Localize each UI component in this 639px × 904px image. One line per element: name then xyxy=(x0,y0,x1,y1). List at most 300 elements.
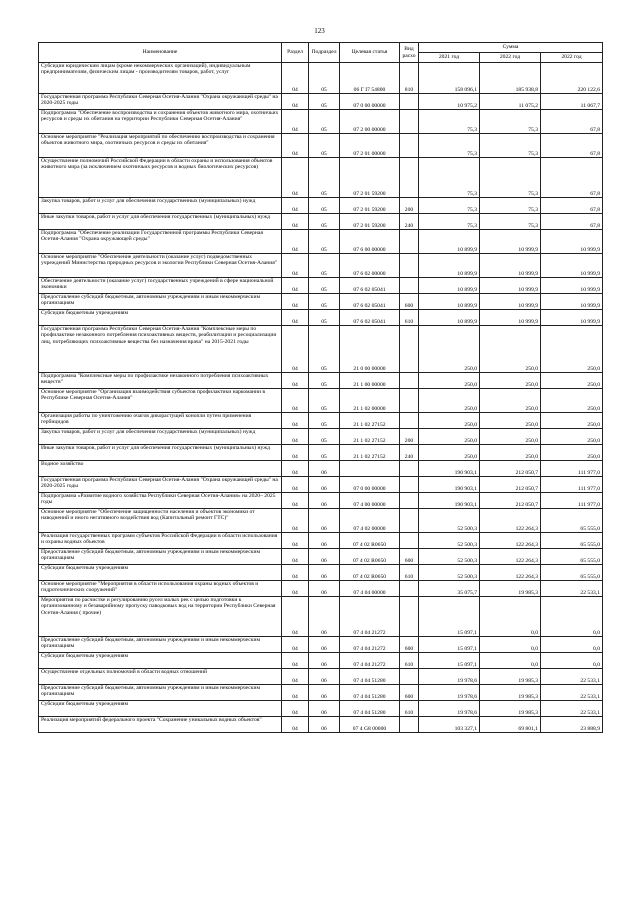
cell-section: 04 xyxy=(282,509,309,533)
cell-target-article: 21 0 00 00000 xyxy=(340,326,400,373)
table-row xyxy=(39,63,603,94)
cell-expense-type xyxy=(400,230,419,254)
table-row xyxy=(39,158,603,198)
cell-section: 04 xyxy=(282,110,309,134)
cell-sum-2022: 122 264,3 xyxy=(480,549,541,565)
cell-sum-2022-b: 10 999,9 xyxy=(541,230,603,254)
cell-section: 04 xyxy=(282,549,309,565)
cell-section: 04 xyxy=(282,565,309,581)
cell-sum-2022-b: 22 533,1 xyxy=(541,685,603,701)
cell-subsection: 05 xyxy=(309,110,340,134)
cell-name: Государственная программа Республики Северная Осетия-Алания "Охрана окружающей среды" на 2020-2025 годы xyxy=(39,94,282,110)
cell-subsection: 05 xyxy=(309,445,340,461)
cell-subsection: 06 xyxy=(309,637,340,653)
cell-name: Подпрограмма "Комплексные меры по профилактике незаконного потребления психоактивных веществ" xyxy=(39,373,282,389)
cell-target-article: 07 2 01 59200 xyxy=(340,158,400,198)
cell-sum-2021: 15 097,1 xyxy=(419,653,480,669)
cell-sum-2021: 52 500,3 xyxy=(419,565,480,581)
cell-sum-2022-b: 65 555,0 xyxy=(541,533,603,549)
cell-subsection: 05 xyxy=(309,230,340,254)
cell-subsection: 06 xyxy=(309,461,340,477)
table-row xyxy=(39,717,603,733)
cell-sum-2022: 212 050,7 xyxy=(480,477,541,493)
cell-expense-type xyxy=(400,461,419,477)
cell-expense-type xyxy=(400,158,419,198)
cell-section: 04 xyxy=(282,429,309,445)
cell-subsection: 05 xyxy=(309,63,340,94)
cell-section: 04 xyxy=(282,134,309,158)
table-row xyxy=(39,326,603,373)
cell-subsection: 05 xyxy=(309,429,340,445)
cell-section: 04 xyxy=(282,278,309,294)
header-year-2021: 2021 год xyxy=(419,53,480,63)
cell-sum-2022: 10 999,9 xyxy=(480,278,541,294)
cell-sum-2021: 190 903,1 xyxy=(419,477,480,493)
table-row xyxy=(39,310,603,326)
cell-target-article: 07 0 00 00000 xyxy=(340,477,400,493)
cell-sum-2022-b: 67,8 xyxy=(541,110,603,134)
cell-subsection: 05 xyxy=(309,134,340,158)
cell-subsection: 06 xyxy=(309,701,340,717)
cell-sum-2021: 10 899,9 xyxy=(419,310,480,326)
cell-section: 04 xyxy=(282,214,309,230)
cell-expense-type: 600 xyxy=(400,294,419,310)
cell-subsection: 06 xyxy=(309,509,340,533)
table-row xyxy=(39,509,603,533)
table-row xyxy=(39,653,603,669)
cell-expense-type xyxy=(400,326,419,373)
cell-sum-2021: 52 500,3 xyxy=(419,509,480,533)
table-row xyxy=(39,445,603,461)
cell-sum-2021: 250,0 xyxy=(419,326,480,373)
table-row xyxy=(39,477,603,493)
table-row xyxy=(39,254,603,278)
cell-name: Подпрограмма «Развитие водного хозяйства Республики Северная Осетия-Алания» на 2020– 2025 годы xyxy=(39,493,282,509)
cell-target-article: 07 6 02 05041 xyxy=(340,278,400,294)
cell-sum-2022: 212 050,7 xyxy=(480,461,541,477)
cell-target-article: 07 6 02 05041 xyxy=(340,294,400,310)
cell-sum-2022: 11 075,2 xyxy=(480,94,541,110)
cell-expense-type xyxy=(400,278,419,294)
page-number: 123 xyxy=(314,27,325,35)
cell-target-article: 07 0 00 00000 xyxy=(340,94,400,110)
cell-target-article: 07 4 04 51280 xyxy=(340,685,400,701)
cell-name: Основное мероприятие "Организация взаимодействия субъектов профилактики наркомании в Республике Северная Осетия-Алания" xyxy=(39,389,282,413)
cell-sum-2021: 10 899,9 xyxy=(419,294,480,310)
cell-target-article: 21 1 02 00000 xyxy=(340,389,400,413)
cell-subsection: 06 xyxy=(309,565,340,581)
cell-section: 04 xyxy=(282,701,309,717)
table-row xyxy=(39,533,603,549)
cell-target-article: 07 4 04 21272 xyxy=(340,637,400,653)
cell-name: Субсидии бюджетным учреждениям xyxy=(39,701,282,717)
cell-section: 04 xyxy=(282,389,309,413)
cell-target-article: 07 6 02 05041 xyxy=(340,310,400,326)
header-target-article: Целевая статья xyxy=(340,43,400,63)
cell-name: Мероприятия по расчистке и регулированию русел малых рек с целью подготовки к организованному и безаварийному пропуску паводковых вод на территории Республики Северная Осетия-Алания ( прочие) xyxy=(39,597,282,637)
table-row xyxy=(39,685,603,701)
cell-sum-2022: 75,3 xyxy=(480,198,541,214)
cell-sum-2021: 19 978,6 xyxy=(419,669,480,685)
cell-target-article: 07 4 04 51280 xyxy=(340,701,400,717)
cell-target-article: 07 4 02 R0650 xyxy=(340,549,400,565)
cell-expense-type xyxy=(400,597,419,637)
cell-subsection: 06 xyxy=(309,581,340,597)
cell-sum-2022: 250,0 xyxy=(480,429,541,445)
table-row xyxy=(39,110,603,134)
cell-target-article: 07 2 01 59200 xyxy=(340,198,400,214)
cell-sum-2022: 69 801,1 xyxy=(480,717,541,733)
cell-expense-type xyxy=(400,254,419,278)
cell-sum-2022-b: 10 999,9 xyxy=(541,278,603,294)
cell-sum-2022-b: 111 977,0 xyxy=(541,493,603,509)
cell-expense-type xyxy=(400,477,419,493)
cell-sum-2021: 103 327,1 xyxy=(419,717,480,733)
table-row xyxy=(39,198,603,214)
table-row xyxy=(39,429,603,445)
cell-expense-type xyxy=(400,373,419,389)
cell-sum-2021: 75,3 xyxy=(419,110,480,134)
cell-expense-type xyxy=(400,134,419,158)
cell-subsection: 05 xyxy=(309,326,340,373)
cell-section: 04 xyxy=(282,326,309,373)
table-row xyxy=(39,597,603,637)
cell-expense-type: 610 xyxy=(400,310,419,326)
cell-sum-2021: 75,3 xyxy=(419,214,480,230)
cell-sum-2022: 75,3 xyxy=(480,158,541,198)
cell-expense-type xyxy=(400,533,419,549)
cell-section: 04 xyxy=(282,198,309,214)
cell-sum-2022: 250,0 xyxy=(480,389,541,413)
cell-section: 04 xyxy=(282,413,309,429)
cell-sum-2022: 0,0 xyxy=(480,597,541,637)
cell-name: Основное мероприятие "Мероприятия в области использования охраны водных объектов и гидротехнических сооружений" xyxy=(39,581,282,597)
cell-sum-2021: 75,3 xyxy=(419,134,480,158)
table-row xyxy=(39,373,603,389)
cell-name: Закупка товаров, работ и услуг для обеспечения государственных (муниципальных) нужд xyxy=(39,198,282,214)
cell-target-article: 07 2 00 00000 xyxy=(340,110,400,134)
cell-expense-type: 610 xyxy=(400,701,419,717)
cell-section: 04 xyxy=(282,533,309,549)
cell-target-article: 07 4 02 R0650 xyxy=(340,533,400,549)
cell-sum-2022: 19 985,3 xyxy=(480,669,541,685)
cell-expense-type: 240 xyxy=(400,445,419,461)
cell-subsection: 06 xyxy=(309,477,340,493)
cell-subsection: 05 xyxy=(309,94,340,110)
cell-sum-2022-b: 220 122,6 xyxy=(541,63,603,94)
cell-name: Субсидии бюджетным учреждениям xyxy=(39,310,282,326)
table-row xyxy=(39,669,603,685)
table-row xyxy=(39,637,603,653)
cell-expense-type xyxy=(400,94,419,110)
cell-name: Предоставление субсидий бюджетным, автономным учреждениям и иным некоммерческим организациям xyxy=(39,637,282,653)
cell-subsection: 06 xyxy=(309,653,340,669)
cell-name: Иные закупки товаров, работ и услуг для обеспечения государственных (муниципальных) нужд xyxy=(39,445,282,461)
cell-sum-2021: 52 500,3 xyxy=(419,549,480,565)
cell-subsection: 06 xyxy=(309,685,340,701)
cell-name: Основное мероприятие "Обеспечение защищенности населения и объектов экономики от наводнений и иного негативного воздействия вод (Капитальный ремонт ГТС)" xyxy=(39,509,282,533)
cell-sum-2022: 19 985,3 xyxy=(480,701,541,717)
cell-target-article: 06 Г I7 54800 xyxy=(340,63,400,94)
cell-sum-2022: 0,0 xyxy=(480,637,541,653)
cell-sum-2022: 19 985,3 xyxy=(480,685,541,701)
cell-section: 04 xyxy=(282,94,309,110)
cell-sum-2021: 19 978,6 xyxy=(419,701,480,717)
cell-sum-2022: 212 050,7 xyxy=(480,493,541,509)
cell-expense-type: 200 xyxy=(400,198,419,214)
cell-subsection: 06 xyxy=(309,493,340,509)
table-row xyxy=(39,214,603,230)
cell-sum-2022-b: 65 555,0 xyxy=(541,565,603,581)
cell-section: 04 xyxy=(282,254,309,278)
cell-sum-2022-b: 250,0 xyxy=(541,445,603,461)
cell-sum-2021: 75,3 xyxy=(419,158,480,198)
cell-name: Государственная программа Республики Северная Осетия-Алания "Комплексные меры по профилактике незаконного потребления психоактивных веществ, реабилитации и ресоциализации лиц, потребляющих психоактивные вещества без назначения врача" на 2015-2021 годы xyxy=(39,326,282,373)
cell-target-article xyxy=(340,461,400,477)
cell-expense-type xyxy=(400,493,419,509)
cell-name: Реализация мероприятий федерального проекта "Сохранение уникальных водных объектов" xyxy=(39,717,282,733)
cell-name: Предоставление субсидий бюджетным, автономным учреждениям и иным некоммерческим организациям xyxy=(39,294,282,310)
cell-section: 04 xyxy=(282,581,309,597)
cell-sum-2022: 0,0 xyxy=(480,653,541,669)
table-row xyxy=(39,461,603,477)
cell-name: Субсидии бюджетным учреждениям xyxy=(39,653,282,669)
cell-sum-2021: 190 903,1 xyxy=(419,493,480,509)
cell-section: 04 xyxy=(282,717,309,733)
cell-expense-type xyxy=(400,581,419,597)
cell-sum-2021: 15 097,1 xyxy=(419,597,480,637)
cell-sum-2022-b: 250,0 xyxy=(541,373,603,389)
cell-expense-type: 200 xyxy=(400,429,419,445)
cell-sum-2022: 10 999,9 xyxy=(480,254,541,278)
cell-sum-2022: 185 938,8 xyxy=(480,63,541,94)
cell-target-article: 07 2 01 00000 xyxy=(340,134,400,158)
cell-sum-2022: 250,0 xyxy=(480,445,541,461)
cell-sum-2022: 75,3 xyxy=(480,134,541,158)
cell-name: Основное мероприятие "Реализация мероприятий по обеспечению воспроизводства и сохранения объектов животного мира, охотничьих ресурсов и среды их обитания" xyxy=(39,134,282,158)
cell-name: Обеспечение деятельности (оказание услуг) государственных учреждений в сфере национальной экономики xyxy=(39,278,282,294)
cell-sum-2021: 190 903,1 xyxy=(419,461,480,477)
cell-sum-2022-b: 111 977,0 xyxy=(541,477,603,493)
cell-sum-2022: 122 264,3 xyxy=(480,509,541,533)
cell-name: Осуществление отдельных полномочий в области водных отношений xyxy=(39,669,282,685)
cell-name: Основное мероприятие "Обеспечение деятельности (оказание услуг) подведомственных учреждений Министерства природных ресурсов и экологии Республики Северная Осетия-Алания" xyxy=(39,254,282,278)
cell-sum-2022: 10 999,9 xyxy=(480,310,541,326)
header-sum: Сумма xyxy=(419,43,603,53)
cell-expense-type xyxy=(400,389,419,413)
cell-subsection: 05 xyxy=(309,310,340,326)
cell-target-article: 07 4 04 21272 xyxy=(340,597,400,637)
cell-expense-type: 600 xyxy=(400,637,419,653)
cell-target-article: 07 6 00 00000 xyxy=(340,230,400,254)
cell-section: 04 xyxy=(282,294,309,310)
table-body xyxy=(39,63,603,733)
cell-sum-2021: 250,0 xyxy=(419,413,480,429)
header-subsection: Подраздел xyxy=(309,43,340,63)
cell-subsection: 06 xyxy=(309,669,340,685)
cell-sum-2021: 52 500,3 xyxy=(419,533,480,549)
cell-subsection: 05 xyxy=(309,278,340,294)
cell-sum-2022-b: 23 888,9 xyxy=(541,717,603,733)
cell-target-article: 07 4 04 00000 xyxy=(340,581,400,597)
cell-sum-2022-b: 67,8 xyxy=(541,214,603,230)
cell-subsection: 05 xyxy=(309,294,340,310)
cell-section: 04 xyxy=(282,445,309,461)
header-name: Наименование xyxy=(39,43,282,63)
cell-target-article: 07 4 G8 00000 xyxy=(340,717,400,733)
cell-target-article: 07 4 04 51280 xyxy=(340,669,400,685)
cell-name: Предоставление субсидий бюджетным, автономным учреждениям и иным некоммерческим организациям xyxy=(39,685,282,701)
cell-target-article: 07 4 04 21272 xyxy=(340,653,400,669)
cell-sum-2021: 35 075,7 xyxy=(419,581,480,597)
cell-sum-2022: 75,3 xyxy=(480,214,541,230)
cell-sum-2021: 10 899,9 xyxy=(419,278,480,294)
cell-sum-2021: 10 899,9 xyxy=(419,254,480,278)
cell-section: 04 xyxy=(282,597,309,637)
cell-sum-2021: 75,3 xyxy=(419,198,480,214)
cell-sum-2021: 10 899,9 xyxy=(419,230,480,254)
table-row xyxy=(39,389,603,413)
cell-sum-2022-b: 11 067,7 xyxy=(541,94,603,110)
cell-name: Закупка товаров, работ и услуг для обеспечения государственных (муниципальных) нужд xyxy=(39,429,282,445)
table-row xyxy=(39,701,603,717)
header-section: Раздел xyxy=(282,43,309,63)
cell-expense-type: 810 xyxy=(400,63,419,94)
cell-sum-2021: 250,0 xyxy=(419,373,480,389)
cell-subsection: 06 xyxy=(309,549,340,565)
table-row xyxy=(39,230,603,254)
cell-name: Подпрограмма "Обеспечение воспроизводства и сохранения объектов животного мира, охотничьих ресурсов и среды их обитания на территории Республики Северная Осетия-Алания" xyxy=(39,110,282,134)
cell-sum-2021: 250,0 xyxy=(419,389,480,413)
cell-name: Субсидии юридическим лицам (кроме некоммерческих организаций), индивидуальным предпринимателям, физическим лицам - производителям товаров, работ, услуг xyxy=(39,63,282,94)
cell-subsection: 05 xyxy=(309,254,340,278)
cell-expense-type xyxy=(400,717,419,733)
cell-sum-2022: 10 999,9 xyxy=(480,294,541,310)
cell-sum-2022-b: 250,0 xyxy=(541,413,603,429)
cell-sum-2022-b: 250,0 xyxy=(541,326,603,373)
cell-subsection: 06 xyxy=(309,717,340,733)
cell-expense-type: 610 xyxy=(400,565,419,581)
cell-sum-2022: 10 999,9 xyxy=(480,230,541,254)
cell-subsection: 05 xyxy=(309,198,340,214)
cell-sum-2022-b: 10 999,9 xyxy=(541,310,603,326)
cell-sum-2022: 250,0 xyxy=(480,373,541,389)
cell-sum-2022: 122 264,3 xyxy=(480,565,541,581)
cell-expense-type: 600 xyxy=(400,685,419,701)
table-row xyxy=(39,278,603,294)
cell-sum-2022: 250,0 xyxy=(480,413,541,429)
cell-section: 04 xyxy=(282,477,309,493)
cell-sum-2022-b: 67,8 xyxy=(541,134,603,158)
cell-subsection: 05 xyxy=(309,389,340,413)
cell-expense-type xyxy=(400,413,419,429)
header-expense-type: Вид расхо xyxy=(400,43,419,63)
cell-section: 04 xyxy=(282,373,309,389)
cell-sum-2021: 15 097,1 xyxy=(419,637,480,653)
cell-expense-type xyxy=(400,669,419,685)
table-row xyxy=(39,294,603,310)
cell-section: 04 xyxy=(282,637,309,653)
table-row xyxy=(39,134,603,158)
cell-sum-2022-b: 67,8 xyxy=(541,158,603,198)
cell-subsection: 05 xyxy=(309,158,340,198)
cell-target-article: 07 4 02 R0650 xyxy=(340,565,400,581)
cell-subsection: 05 xyxy=(309,214,340,230)
cell-section: 04 xyxy=(282,685,309,701)
cell-expense-type: 600 xyxy=(400,549,419,565)
cell-name: Предоставление субсидий бюджетным, автономным учреждениям и иным некоммерческим организациям xyxy=(39,549,282,565)
cell-sum-2022: 250,0 xyxy=(480,326,541,373)
cell-sum-2021: 250,0 xyxy=(419,445,480,461)
cell-subsection: 06 xyxy=(309,597,340,637)
cell-target-article: 21 1 02 27152 xyxy=(340,413,400,429)
cell-expense-type xyxy=(400,110,419,134)
cell-sum-2022-b: 65 555,0 xyxy=(541,549,603,565)
table-row xyxy=(39,581,603,597)
cell-sum-2022: 75,3 xyxy=(480,110,541,134)
cell-sum-2022-b: 250,0 xyxy=(541,429,603,445)
cell-expense-type: 610 xyxy=(400,653,419,669)
cell-section: 04 xyxy=(282,461,309,477)
cell-section: 04 xyxy=(282,493,309,509)
header-year-2022-b: 2022 год xyxy=(541,53,603,63)
cell-target-article: 07 4 00 00000 xyxy=(340,493,400,509)
table-row xyxy=(39,565,603,581)
budget-table xyxy=(38,42,603,733)
cell-target-article: 07 6 02 00000 xyxy=(340,254,400,278)
cell-name: Субсидии бюджетным учреждениям xyxy=(39,565,282,581)
cell-subsection: 05 xyxy=(309,413,340,429)
cell-subsection: 05 xyxy=(309,373,340,389)
cell-name: Иные закупки товаров, работ и услуг для обеспечения государственных (муниципальных) нужд xyxy=(39,214,282,230)
table-row xyxy=(39,493,603,509)
cell-name: Подпрограмма "Обеспечение реализации Государственной программы Республики Северная Осетия-Алания "Охрана окружающей среды" xyxy=(39,230,282,254)
cell-sum-2022: 19 985,3 xyxy=(480,581,541,597)
cell-subsection: 06 xyxy=(309,533,340,549)
cell-section: 04 xyxy=(282,230,309,254)
cell-sum-2022-b: 0,0 xyxy=(541,597,603,637)
cell-name: Осуществление полномочий Российской Федерации в области охраны и использования объектов животного мира (за исключением охотничьих ресурсов и водных биологических ресурсов) xyxy=(39,158,282,198)
cell-sum-2022: 122 264,3 xyxy=(480,533,541,549)
cell-target-article: 21 1 00 00000 xyxy=(340,373,400,389)
cell-sum-2022-b: 22 533,1 xyxy=(541,669,603,685)
cell-target-article: 21 1 02 27152 xyxy=(340,445,400,461)
cell-expense-type xyxy=(400,509,419,533)
cell-sum-2021: 250,0 xyxy=(419,429,480,445)
cell-target-article: 07 2 01 59200 xyxy=(340,214,400,230)
cell-sum-2022-b: 111 977,0 xyxy=(541,461,603,477)
cell-sum-2021: 19 978,6 xyxy=(419,685,480,701)
cell-section: 04 xyxy=(282,63,309,94)
cell-sum-2022-b: 0,0 xyxy=(541,637,603,653)
cell-name: Государственная программа Республики Северная Осетия-Алания "Охрана окружающей среды" на 2020-2025 годы xyxy=(39,477,282,493)
cell-section: 04 xyxy=(282,669,309,685)
cell-section: 04 xyxy=(282,653,309,669)
cell-section: 04 xyxy=(282,310,309,326)
cell-sum-2022-b: 250,0 xyxy=(541,389,603,413)
table-row xyxy=(39,413,603,429)
cell-sum-2022-b: 0,0 xyxy=(541,653,603,669)
table-row xyxy=(39,549,603,565)
cell-sum-2022-b: 65 555,0 xyxy=(541,509,603,533)
cell-sum-2022-b: 22 533,1 xyxy=(541,701,603,717)
cell-sum-2021: 10 975,2 xyxy=(419,94,480,110)
table-row xyxy=(39,94,603,110)
cell-sum-2022-b: 67,8 xyxy=(541,198,603,214)
cell-target-article: 21 1 02 27152 xyxy=(340,429,400,445)
cell-name: Организация работы по уничтожению очагов дикорастущей конопли путем применения гербицидов xyxy=(39,413,282,429)
cell-name: Реализация государственных программ субъектов Российской Федерации в области использования и охраны водных объектов xyxy=(39,533,282,549)
